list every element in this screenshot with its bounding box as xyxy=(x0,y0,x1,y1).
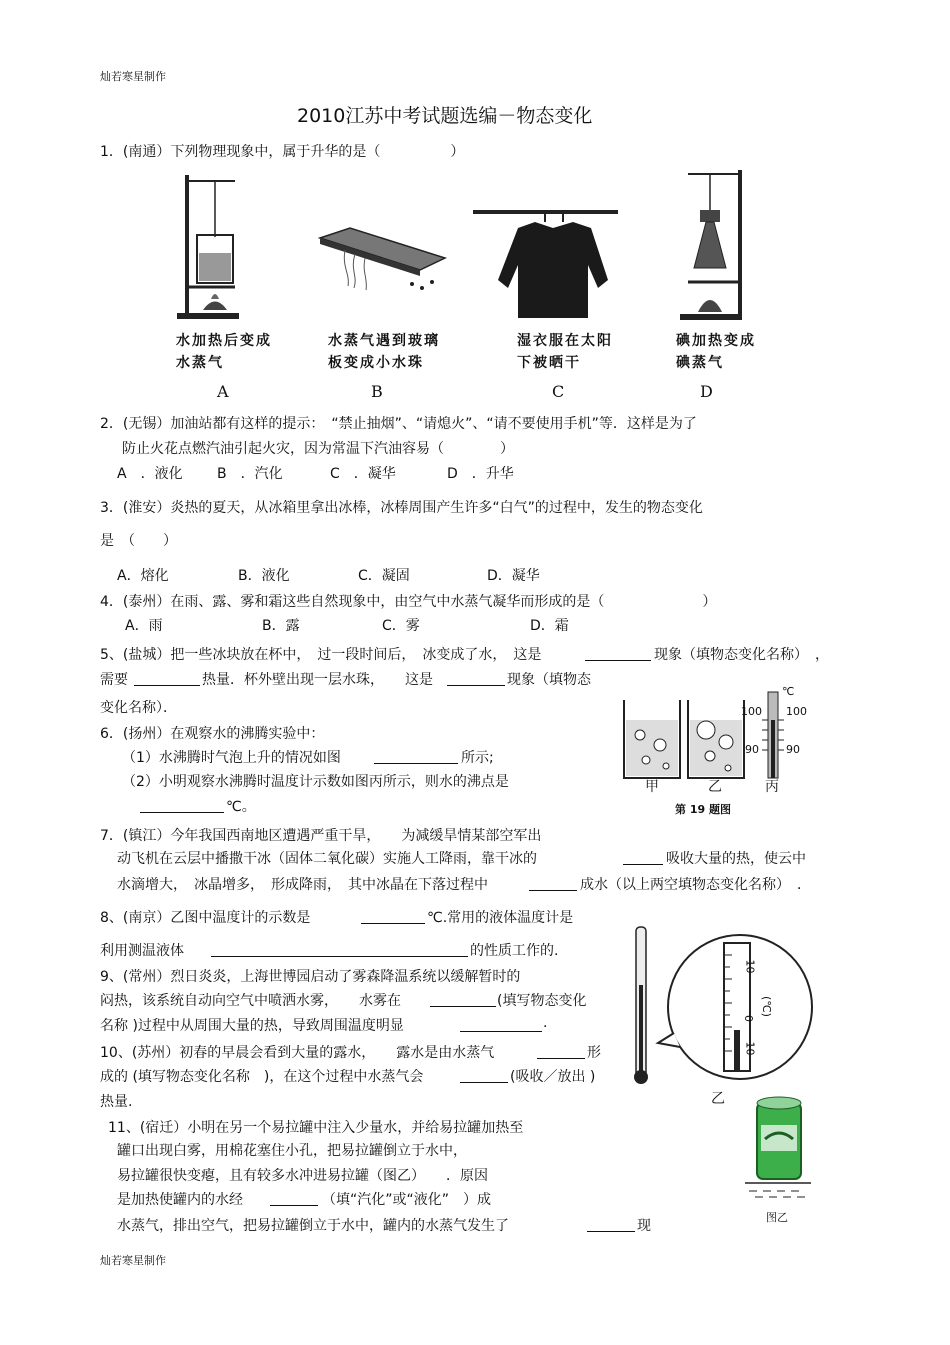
page-title: 2010江苏中考试题选编－物态变化 xyxy=(297,105,593,127)
q7-line1: 7．(镇江）今年我国西南地区遭遇严重干旱， 为减缓旱情某部空军出 xyxy=(100,828,542,844)
q10-line1a: 10、(苏州）初春的早晨会看到大量的露水， 露水是由水蒸气 xyxy=(100,1045,495,1061)
q11-line3: 易拉罐很快变瘪，且有较多水冲进易拉罐（图乙） ．原因 xyxy=(117,1168,488,1184)
q6-line2b: 所示; xyxy=(461,750,494,766)
q1-option-b: B xyxy=(371,382,383,401)
q6-tick-90-right: 90 xyxy=(786,743,800,756)
q8-line2b: 的性质工作的. xyxy=(470,943,559,959)
q5-blank-2[interactable] xyxy=(134,685,200,686)
q3-option-c: C．凝固 xyxy=(358,568,410,584)
q5-line1a: 5、(盐城）把一些冰块放在杯中， 过一段时间后， 冰变成了水， 这是 xyxy=(100,647,542,663)
q11-line1: 11、(宿迁）小明在另一个易拉罐中注入少量水，并给易拉罐加热至 xyxy=(108,1120,524,1136)
q11-blank-2[interactable] xyxy=(587,1231,635,1232)
q8-blank-2[interactable] xyxy=(211,956,468,957)
footer-watermark: 灿若寒星制作 xyxy=(100,1254,166,1267)
q7-line2a: 动飞机在云层中播撒干冰（固体二氧化碳）实施人工降雨，靠干冰的 xyxy=(117,851,537,867)
q9-line3a: 名称 )过程中从周围大量的热，导致周围温度明显 xyxy=(100,1018,404,1034)
q5-line2a: 需要 xyxy=(100,672,128,688)
q8-figure-thermometer xyxy=(630,925,820,1090)
q9-blank-1[interactable] xyxy=(430,1006,496,1007)
q8-line1b: ℃.常用的液体温度计是 xyxy=(427,910,574,926)
q9-blank-2[interactable] xyxy=(460,1031,542,1032)
q10-line2b: (吸收／放出 ) xyxy=(510,1069,596,1085)
q6-thermometer-unit: ℃ xyxy=(782,685,795,698)
q4-option-b: B．露 xyxy=(262,618,300,634)
q11-figure-caption: 图乙 xyxy=(766,1211,788,1224)
q4-option-c: C．雾 xyxy=(382,618,420,634)
q7-line3a: 水滴增大， 冰晶增多， 形成降雨， 其中冰晶在下落过程中 xyxy=(117,877,488,893)
q7-blank-1[interactable] xyxy=(623,864,663,865)
q2-option-a: A ．液化 xyxy=(117,466,183,482)
q8-line2a: 利用测温液体 xyxy=(100,943,184,959)
q6-label-yi: 乙 xyxy=(708,779,722,795)
q3-line1: 3．(淮安）炎热的夏天，从冰箱里拿出冰棒，冰棒周围产生许多“白气”的过程中，发生的物态变化 xyxy=(100,500,703,516)
q7-line2b: 吸收大量的热，使云中 xyxy=(666,851,806,867)
q1-caption-d-line2: 碘蒸气 xyxy=(676,355,724,371)
q6-figure-caption: 第 19 题图 xyxy=(675,803,731,816)
q7-line3b: 成水（以上两空填物态变化名称） ． xyxy=(580,877,811,893)
q8-tick-bottom: 10 xyxy=(743,1041,757,1056)
q2-option-c: C ．凝华 xyxy=(330,466,396,482)
q10-line2a: 成的 (填写物态变化名称 )，在这个过程中水蒸气会 xyxy=(100,1069,424,1085)
q6-blank-2[interactable] xyxy=(140,812,224,813)
q1-caption-b-line2: 板变成小水珠 xyxy=(328,355,424,371)
q5-blank-3[interactable] xyxy=(447,685,505,686)
q2-option-b: B ．汽化 xyxy=(217,466,283,482)
q2-line1: 2．(无锡）加油站都有这样的提示： “禁止抽烟”、“请熄火”、“请不要使用手机”等．这样是为了 xyxy=(100,416,697,432)
q10-line1b: 形 xyxy=(587,1045,601,1061)
q6-line3: （2）小明观察水沸腾时温度计示数如图丙所示，则水的沸点是 xyxy=(122,774,509,790)
q3-option-d: D．凝华 xyxy=(487,568,540,584)
q1-caption-c-line2: 下被晒干 xyxy=(517,355,581,371)
q8-figure-label: 乙 xyxy=(711,1091,725,1107)
q9-line3b: . xyxy=(543,1015,548,1031)
q4-option-a: A．雨 xyxy=(125,618,163,634)
q11-blank-1[interactable] xyxy=(270,1205,318,1206)
q1-caption-a-line2: 水蒸气 xyxy=(176,355,224,371)
q6-label-jia: 甲 xyxy=(645,779,659,795)
q6-tick-90-left: 90 xyxy=(745,743,759,756)
q9-line1: 9、(常州）烈日炎炎，上海世博园启动了雾森降温系统以缓解暂时的 xyxy=(100,969,521,985)
q6-label-bing: 丙 xyxy=(765,779,779,795)
q1-option-c: C xyxy=(552,382,565,401)
q8-blank-1[interactable] xyxy=(361,923,425,924)
q1-option-a: A xyxy=(217,382,229,401)
q1-figure-d xyxy=(680,170,745,325)
q11-line2: 罐口出现白雾，用棉花塞住小孔，把易拉罐倒立于水中， xyxy=(117,1143,467,1159)
q6-line2a: （1）水沸腾时气泡上升的情况如图 xyxy=(122,750,341,766)
q7-blank-2[interactable] xyxy=(529,890,577,891)
q1-caption-b-line1: 水蒸气遇到玻璃 xyxy=(328,333,440,349)
q9-line2a: 闷热，该系统自动向空气中喷洒水雾， 水雾在 xyxy=(100,993,401,1009)
q8-tick-top: 10 xyxy=(743,959,757,974)
q5-blank-1[interactable] xyxy=(585,660,651,661)
q4-line1: 4．(泰州）在雨、露、雾和霜这些自然现象中，由空气中水蒸气凝华而形成的是（ ） xyxy=(100,594,717,610)
q6-figure-beakers xyxy=(622,690,812,790)
q10-line3: 热量. xyxy=(100,1094,133,1110)
q1-caption-a-line1: 水加热后变成 xyxy=(176,333,272,349)
q3-line2: 是 （ ） xyxy=(100,533,177,549)
q1-caption-d-line1: 碘加热变成 xyxy=(676,333,756,349)
q8-tick-middle: 0 xyxy=(742,1015,755,1022)
q1-stem: 1．(南通）下列物理现象中，属于升华的是（ ） xyxy=(100,144,465,160)
q2-line2: 防止火花点燃汽油引起火灾，因为常温下汽油容易（ ） xyxy=(122,441,514,457)
q9-line2b: (填写物态变化 xyxy=(497,993,587,1009)
q11-line4a: 是加热使罐内的水经 xyxy=(117,1192,243,1208)
q6-tick-100-left: 100 xyxy=(741,705,762,718)
q5-line3: 变化名称）． xyxy=(100,700,177,716)
q10-blank-1[interactable] xyxy=(537,1058,585,1059)
q6-line1: 6．(扬州）在观察水的沸腾实验中： xyxy=(100,726,325,742)
q1-option-d: D xyxy=(700,382,713,401)
q8-thermometer-unit: (℃) xyxy=(759,996,773,1017)
q3-option-a: A．熔化 xyxy=(117,568,169,584)
q11-figure-can xyxy=(745,1095,815,1205)
q8-line1a: 8、(南京）乙图中温度计的示数是 xyxy=(100,910,311,926)
q11-line5a: 水蒸气，排出空气，把易拉罐倒立于水中，罐内的水蒸气发生了 xyxy=(117,1218,509,1234)
q3-option-b: B．液化 xyxy=(238,568,290,584)
q5-line2c: 现象（填物态 xyxy=(507,672,591,688)
q11-line4b: （填“汽化”或“液化” ）成 xyxy=(322,1192,492,1208)
q6-tick-100-right: 100 xyxy=(786,705,807,718)
q5-line1b: 现象（填物态变化名称） ， xyxy=(654,647,829,663)
q1-figure-b xyxy=(320,228,450,298)
q2-option-d: D ．升华 xyxy=(447,466,514,482)
q11-line5b: 现 xyxy=(637,1218,651,1234)
q4-option-d: D．霜 xyxy=(530,618,569,634)
header-watermark: 灿若寒星制作 xyxy=(100,70,166,83)
q6-line4b: ℃。 xyxy=(226,799,256,815)
q6-blank-1[interactable] xyxy=(374,763,458,764)
q10-blank-2[interactable] xyxy=(460,1082,508,1083)
q1-figure-a xyxy=(175,175,245,325)
q1-caption-c-line1: 湿衣服在太阳 xyxy=(517,333,613,349)
q5-line2b: 热量．杯外壁出现一层水珠， 这是 xyxy=(202,672,433,688)
q1-figure-c xyxy=(473,210,633,325)
